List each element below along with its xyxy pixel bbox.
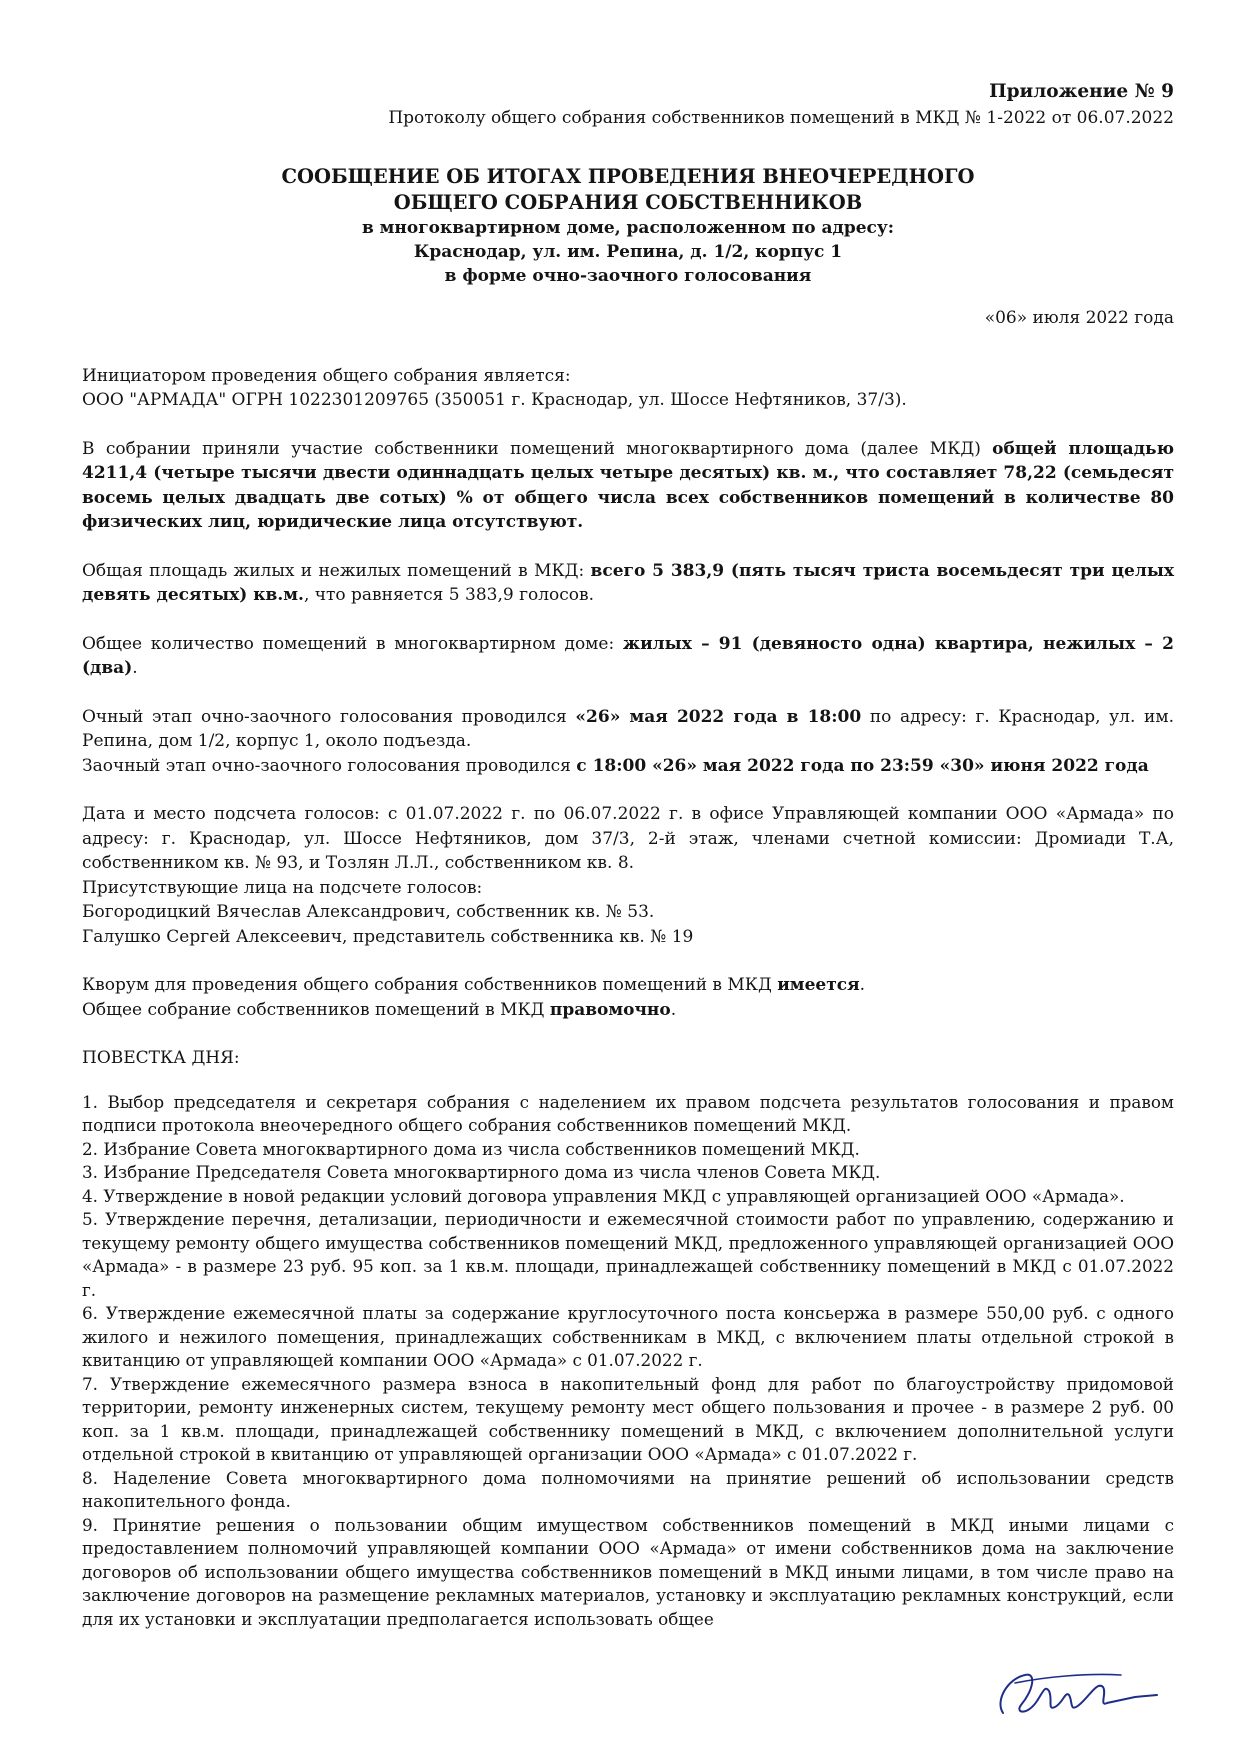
agenda-item: 5. Утверждение перечня, детализации, периодичности и ежемесячной стоимости работ по управлению, содержанию и текущему ремонту общего имущества собственников помещений МКД, предложенного управляющей организацией ООО «Армада» - в размере 23 руб. 95 коп. за 1 кв.м. площади, принадлежащей собственнику помещений в МКД с 01.07.2022 г. [82,1209,1174,1300]
title-line-3: в многоквартирном доме, расположенном по адресу: [361,218,895,238]
document-date: «06» июля 2022 года [984,308,1174,328]
premises-tail: . [132,658,138,678]
title-line-2: ОБЩЕГО СОБРАНИЯ СОБСТВЕННИКОВ [393,191,863,214]
competence-line [82,998,1174,1023]
remote-lead: Заочный этап очно-заочного голосования проводился [82,755,577,776]
quorum-tail: . [859,975,866,995]
premises-bold: жилых – 91 (девяносто одна) квартира, нежилых – 2 (два) [82,633,1174,678]
competence-bold: правомочно [549,999,671,1020]
inperson-lead: Очный этап очно-заочного голосования проводился [82,706,576,727]
agenda-item: 3. Избрание Председателя Совета многоквартирного дома из числа членов Совета МКД. [82,1162,881,1182]
quorum-bold: имеется [777,975,860,995]
remote-bold: с 18:00 «26» мая 2022 года по 23:59 «30» июня 2022 года [576,755,1149,776]
premises-lead: Общее количество помещений в многоквартирном доме: [82,633,623,654]
participation-bold: общей площадью 4211,4 (четыре тысячи двести одиннадцать целых четыре десятых) кв. м., что составляет 78,22 (семьдесят восемь целых двадцать две сотых) % от общего числа всех собственников помещений в количестве 80 физических лиц, юридические лица отсутствуют. [82,438,1174,532]
agenda-item: 8. Наделение Совета многоквартирного дома полномочиями на принятие решений об использовании средств накопительного фонда. [82,1467,1174,1511]
handwritten-signature [985,1661,1165,1731]
counting-paragraph: Дата и место подсчета голосов: с 01.07.2022 г. по 06.07.2022 г. в офисе Управляющей компании ООО «Армада» по адресу: г. Краснодар, ул. Шоссе Нефтяников, дом 37/3, 2-й этаж, членами счетной комиссии: Дромиади Т.А, собственником кв. № 93, и Тозлян Л.Л., собственником кв. 8. [82,804,1174,873]
area-lead: Общая площадь жилых и нежилых помещений в МКД: [82,560,591,581]
agenda-item: 1. Выбор председателя и секретаря собрания с наделением их правом подсчета результатов голосования и правом подписи протокола внеочередного общего собрания собственников помещений МКД. [82,1091,1174,1135]
agenda-item: 9. Принятие решения о пользовании общим имуществом собственников помещений в МКД иными лицами с предоставлением полномочий управляющей компании ООО «Армада» от имени собственников дома на заключение договоров об использовании общего имущества собственников помещений в МКД иными лицами, в том числе право на заключение договоров на размещение рекламных материалов, установку и эксплуатацию рекламных конструкций, если для их установки и эксплуатации предполагается использовать общее [82,1514,1174,1629]
area-tail: , что равняется 5 383,9 голосов. [303,585,594,605]
agenda-item: 7. Утверждение ежемесячного размера взноса в накопительный фонд для работ по благоустройству придомовой территории, ремонту инженерных систем, текущему ремонту мест общего пользования и прочее - в размере 2 руб. 00 коп. за 1 кв.м. площади, принадлежащей собственнику помещений в МКД, с включением дополнительной услуги отдельной строкой в квитанцию от управляющей организации ООО «Армада» с 01.07.2022 г. [82,1373,1174,1464]
appendix-number: Приложение № 9 [989,81,1174,102]
present-person-2: Галушко Сергей Алексеевич, представитель собственника кв. № 19 [82,926,694,947]
inperson-stage-paragraph [82,705,1174,754]
agenda-item: 4. Утверждение в новой редакции условий договора управления МКД с управляющей организацией ООО «Армада». [82,1185,1125,1206]
document-content [82,80,1174,1631]
agenda-list [82,1091,1174,1632]
title-line-1: СООБЩЕНИЕ ОБ ИТОГАХ ПРОВЕДЕНИЯ ВНЕОЧЕРЕДНОГО [281,165,975,188]
title-line-4: Краснодар, ул. им. Репина, д. 1/2, корпус 1 [413,242,843,262]
appendix-header [82,80,1174,130]
protocol-reference: Протоколу общего собрания собственников помещений в МКД № 1-2022 от 06.07.2022 [388,107,1174,128]
participation-lead: В собрании приняли участие собственники помещений многоквартирного дома (далее МКД) [82,438,993,459]
quorum-lead: Кворум для проведения общего собрания собственников помещений в МКД [82,975,778,995]
competence-lead: Общее собрание собственников помещений в МКД [82,999,550,1020]
remote-stage-paragraph [82,754,1174,779]
initiator-value: ООО "АРМАДА" ОГРН 1022301209765 (350051 г. Краснодар, ул. Шоссе Нефтяников, 37/3). [82,390,907,410]
area-bold: всего 5 383,9 (пять тысяч триста восемьдесят три целых девять десятых) кв.м. [82,560,1175,605]
premises-paragraph [82,632,1174,681]
inperson-tail: по адресу: г. Краснодар, ул. им. Репина, дом 1/2, корпус 1, около подъезда. [82,706,1174,751]
inperson-bold: «26» мая 2022 года в 18:00 [575,706,862,727]
participation-paragraph [82,437,1174,535]
competence-tail: . [670,999,677,1020]
area-paragraph [82,559,1174,608]
agenda-title: ПОВЕСТКА ДНЯ: [82,1048,240,1068]
agenda-item: 2. Избрание Совета многоквартирного дома из числа собственников помещений МКД. [82,1138,860,1159]
title-line-5: в форме очно-заочного голосования [444,266,812,286]
present-label: Присутствующие лица на подсчете голосов: [82,877,483,898]
initiator-label: Инициатором проведения общего собрания является: [82,365,571,386]
document-title [82,164,1174,288]
agenda-item: 6. Утверждение ежемесячной платы за содержание круглосуточного поста консьержа в размере 550,00 руб. с одного жилого и нежилого помещения, принадлежащих собственникам в МКД, с включением платы отдельной строкой в квитанцию от управляющей компании ООО «Армада» с 01.07.2022 г. [82,1303,1174,1370]
quorum-line [82,973,1174,998]
present-person-1: Богородицкий Вячеслав Александрович, собственник кв. № 53. [82,902,655,922]
